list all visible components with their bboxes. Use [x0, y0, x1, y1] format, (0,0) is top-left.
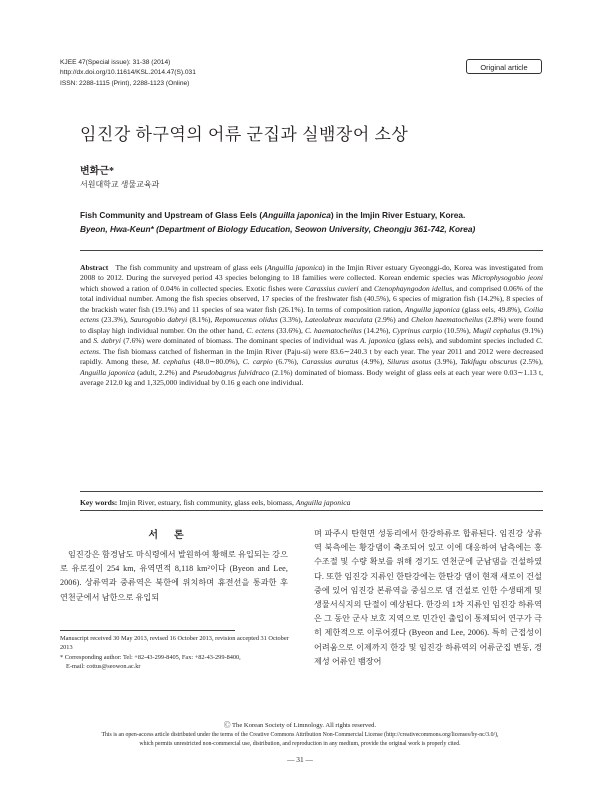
license-notice [40, 731, 560, 748]
title-english: Fish Community and Upstream of Glass Eels (Anguilla japonica) in the Imjin River Estuary, Korea. [80, 210, 466, 220]
affiliation-korean: 서원대학교 생물교육과 [80, 180, 160, 189]
article-type-badge: Original article [466, 59, 542, 74]
author-email[interactable]: E-mail: cottus@seowon.ac.kr [66, 663, 141, 671]
license-line: which permits unrestricted non-commercial use, distribution, and reproduction in any medium, provide the original work is properly cited. [139, 740, 461, 747]
copyright: Ⓒ The Korean Society of Limnology. All rights reserved. [223, 722, 377, 729]
doi-link[interactable]: http://dx.doi.org/10.11614/KSL.2014.47(S).031 [60, 69, 196, 77]
manuscript-dates: Manuscript received 30 May 2013, revised 16 October 2013, revision accepted 31 October 2013 [60, 635, 289, 652]
license-line: This is an open-access article distributed under the terms of the Creative Commons Attribution Non-Commercial License (http://creativecommons.org/licenses/by-nc/3.0/), [101, 732, 499, 738]
page-number: — 31 — [287, 755, 313, 764]
footnote [60, 634, 292, 672]
divider-top [80, 250, 543, 251]
journal-info [60, 58, 196, 89]
corresponding-author: * Corresponding author: Tel: +82-43-299-8405, Fax: +82-43-299-8400, [60, 653, 241, 661]
abstract-label: Abstract [80, 263, 109, 272]
section-heading-introduction: 서론 [148, 530, 200, 541]
keywords: Key words: Imjin River, estuary, fish community, glass eels, biomass, Anguilla japonica [80, 498, 351, 507]
paragraph: 며 파주시 탄현면 성동리에서 한강하류로 합류된다. 임진강 상류역 북측에는 황강댐이 축조되어 있고 이에 대응하여 남측에는 홍수조절 및 수량 확보를 위해 경기도 연천군에 군남댐을 건설하였다. 또한 임진강 지류인 한탄강에는 한탄강 댐이 현재 새로이 건설 중에 있어 임진강 본류역을 중심으로 댐 건설로 인한 수생태계 및 생물서식지의 단절이 예상된다. 한강의 1차 지류인 임진강 하류역은 그 동안 군사 보호 지역으로 민간인 출입이 통제되어 연구가 극히 제한적으로 이루어졌다 (Byeon and Lee, 2006). 특히 근접성이 어려움으로 이제까지 한강 및 임진강 하류역의 어류군집 변동, 경제성 어류인 뱀장어 [314, 529, 542, 666]
body-column-right [314, 527, 542, 669]
author-korean: 변화근* [80, 166, 114, 177]
body-column-left [60, 548, 288, 605]
paragraph: 임진강은 함경남도 마식령에서 발원하여 황해로 유입되는 강으로 유로길이 254 km, 유역면적 8,118 km²이다 (Byeon and Lee, 2006). 상류역과 중류역은 북한에 위치하며 휴전선을 통과한 후 연천군에서 남한으로 유입되 [60, 550, 288, 602]
author-english: Byeon, Hwa-Keun* (Department of Biology Education, Seowon University, Cheongju 361-742, Korea) [80, 224, 476, 234]
abstract: Abstract The fish community and upstream of glass eels (Anguilla japonica) in the Imjin River estuary Gyeonggi-do, Korea was investigated from 2008 to 2012. During the surveyed period 43 species belonging to 18 families were collected. Korean endemic species was Microphysogobio jeoni which showed a ration of 0.04% in collected species. Exotic fishes were Carassius cuvieri and Ctenophayngodon idellus, and comprised 0.06% of the total individual number. Among the fish species observed, 17 species of the freshwater fish (40.5%), 6 species of migration fish (14.2%), 8 species of the brackish water fish (19.1%) and 11 species of sea water fish (26.1%). In terms of composition ration, Anguilla japonica (glass eels, 49.8%), Coilia ectens (23.3%), Saurogobio dabryi (8.1%), Repomucenus olidus (3.3%), Lateolabrax maculata (2.9%) and Chelon haematocheilus (2.8%) were found to display high individual number. On the other hand, C. ectens (33.6%), C. haematocheilus (14.2%), Cyprinus carpio (10.5%), Mugil cephalus (9.1%) and S. dabryi (7.6%) were dominated of biomass. The dominant species of individual was A. japonica (glass eels), and subdomint species included C. ectens. The fish biomass catched of fisherman in the Imjin River (Paju-si) were 83.6∼240.3 t by each year. The year 2011 and 2012 were decreased rapidly. Among these, M. cephalus (48.0∼80.0%), C. carpio (6.7%), Carassius auratus (4.9%), Silurus asotus (3.9%), Takifugu obscurus (2.5%), Anguilla japonica (adult, 2.2%) and Pseudobagrus fulvidraco (2.1%) dominated of biomass. Body weight of glass eels at each year were 0.03∼1.13 t, average 212.0 kg and 1,325,000 individual by 0.16 g each one individual. [80, 263, 544, 387]
divider-keywords [80, 491, 543, 492]
title-korean: 임진강 하구역의 어류 군집과 실뱀장어 소상 [80, 125, 409, 144]
footnote-divider [60, 630, 235, 631]
keywords-label: Key words: [80, 498, 118, 507]
issn: ISSN: 2288-1115 (Print), 2288-1123 (Online) [60, 79, 190, 87]
journal-citation: KJEE 47(Special issue): 31-38 (2014) [60, 59, 171, 66]
divider-bottom [80, 510, 543, 511]
